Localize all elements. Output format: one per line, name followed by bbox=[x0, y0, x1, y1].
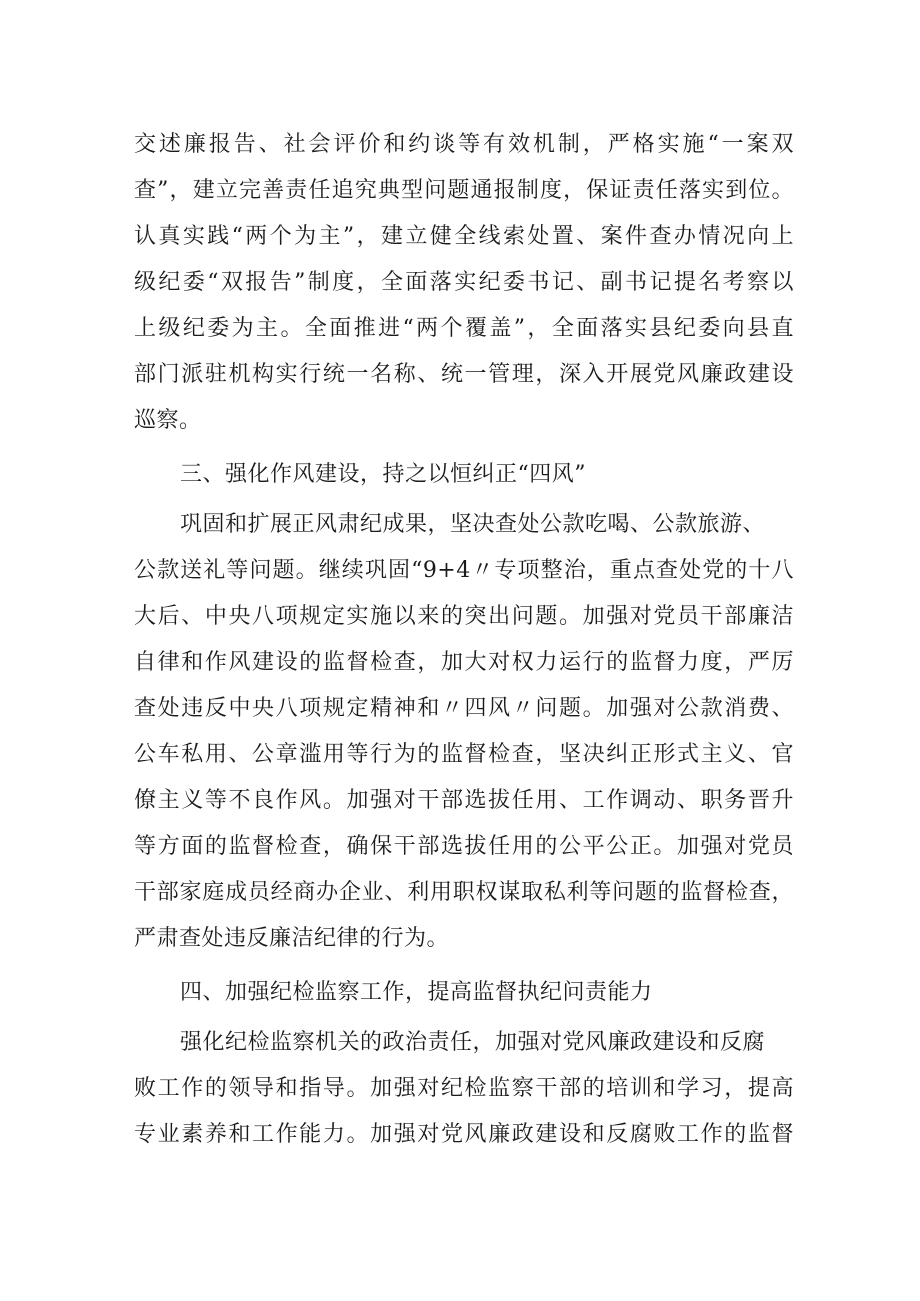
paragraph-line: 干部家庭成员经商办企业、利用职权谋取私利等问题的监督检查， bbox=[134, 880, 794, 905]
paragraph-line: 上级纪委为主。全面推进“两个覆盖”，全面落实县纪委向县直 bbox=[134, 316, 794, 341]
paragraph-line: 巡察。 bbox=[134, 408, 202, 433]
paragraph-line: 查”，建立完善责任追究典型问题通报制度，保证责任落实到位。 bbox=[134, 178, 794, 203]
section-heading-4: 四、加强纪检监察工作，提高监督执纪问责能力 bbox=[180, 980, 653, 1005]
paragraph-line: 公款送礼等问题。继续巩固“9+4〃专项整治，重点查处党的十八 bbox=[134, 558, 794, 583]
paragraph-line: 大后、中央八项规定实施以来的突出问题。加强对党员干部廉洁 bbox=[134, 604, 794, 629]
paragraph-line: 查处违反中央八项规定精神和〃四风〃问题。加强对公款消费、 bbox=[134, 696, 794, 721]
document-body bbox=[134, 122, 794, 1158]
paragraph-line: 败工作的领导和指导。加强对纪检监察干部的培训和学习，提高 bbox=[134, 1076, 794, 1101]
paragraph-line: 公车私用、公章滥用等行为的监督检查，坚决纠正形式主义、官 bbox=[134, 742, 794, 767]
paragraph-3 bbox=[134, 1020, 794, 1158]
paragraph-line: 自律和作风建设的监督检查，加大对权力运行的监督力度，严厉 bbox=[134, 650, 794, 675]
section-heading-3: 三、强化作风建设，持之以恒纠正“四风” bbox=[180, 462, 586, 487]
paragraph-line: 部门派驻机构实行统一名称、统一管理，深入开展党风廉政建设 bbox=[134, 362, 794, 387]
paragraph-line: 强化纪检监察机关的政治责任，加强对党风廉政建设和反腐 bbox=[180, 1030, 766, 1055]
paragraph-line: 专业素养和工作能力。加强对党风廉政建设和反腐败工作的监督 bbox=[134, 1122, 794, 1147]
paragraph-line: 等方面的监督检查，确保干部选拔任用的公平公正。加强对党员 bbox=[134, 834, 794, 859]
paragraph-line: 僚主义等不良作风。加强对干部选拔任用、工作调动、职务晋升 bbox=[134, 788, 794, 813]
paragraph-2 bbox=[134, 502, 794, 962]
paragraph-line: 巩固和扩展正风肃纪成果，坚决查处公款吃喝、公款旅游、 bbox=[180, 512, 766, 537]
paragraph-line: 交述廉报告、社会评价和约谈等有效机制，严格实施“一案双 bbox=[134, 132, 794, 157]
paragraph-1 bbox=[134, 122, 794, 444]
paragraph-line: 认真实践“两个为主”，建立健全线索处置、案件查办情况向上 bbox=[134, 224, 794, 249]
paragraph-line: 级纪委“双报告”制度，全面落实纪委书记、副书记提名考察以 bbox=[134, 270, 794, 295]
paragraph-line: 严肃查处违反廉洁纪律的行为。 bbox=[134, 926, 450, 951]
